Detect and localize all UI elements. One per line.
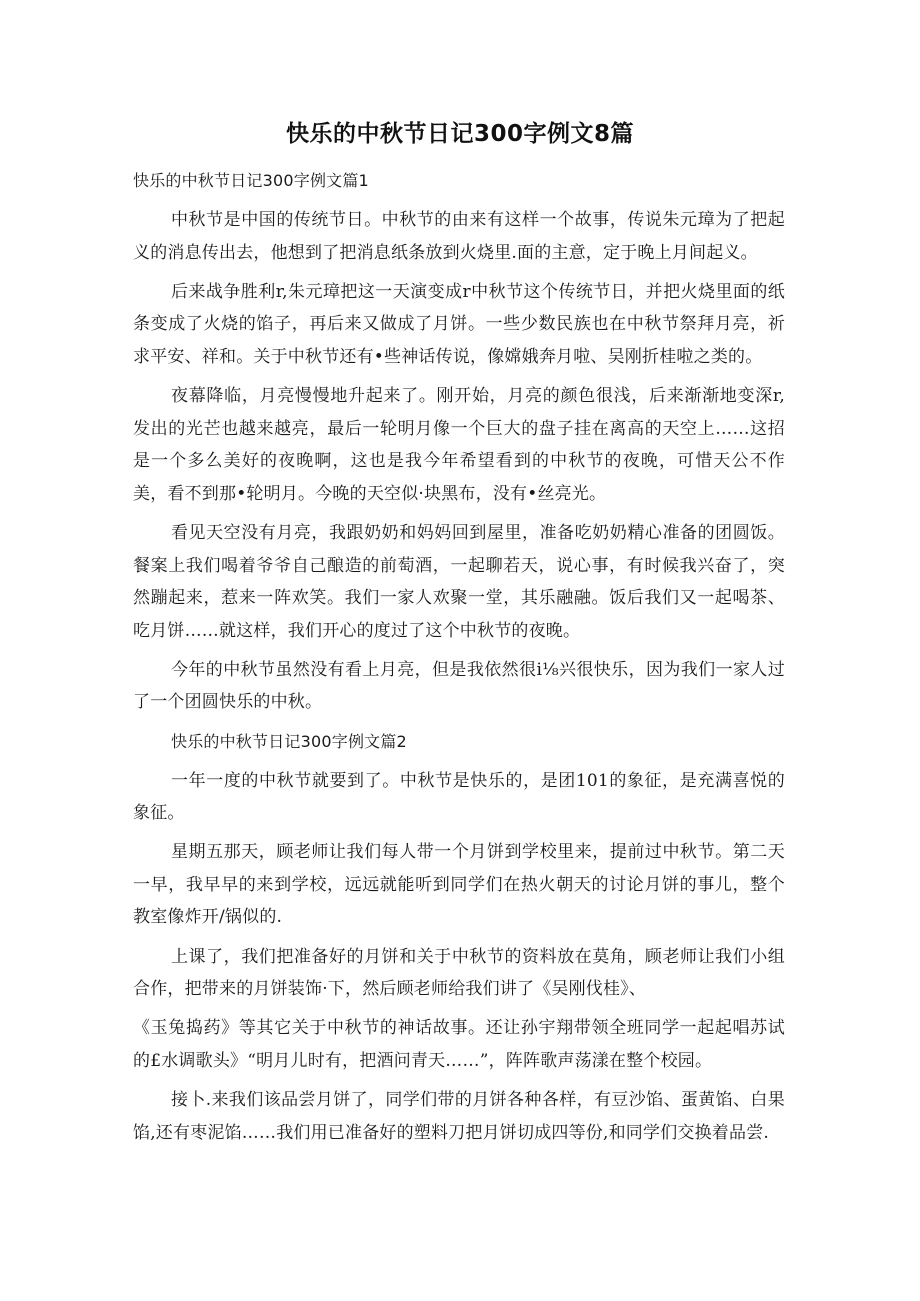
- paragraph: 中秋节是中国的传统节日。中秋节的由来有这样一个故事，传说朱元璋为了把起义的消息传出去，他想到了把消息纸条放到火烧里.面的主意，定于晚上月间起义。: [133, 210, 785, 263]
- paragraph: 看见天空没有月亮，我跟奶奶和妈妈回到屋里，准备吃奶奶精心准备的团圆饭。餐案上我们喝着爷爷自己酿造的前萄酒，一起聊若天，说心事，有时候我兴奋了，突然蹦起来，惹来一阵欢笑。我们一家人欢聚一堂，其乐融融。饭后我们又一起喝茶、吃月饼……就这样，我们开心的度过了这个中秋节的夜晚。: [133, 522, 785, 641]
- section-heading: 快乐的中秋节日记300字例文篇2: [171, 731, 407, 751]
- paragraph: 夜幕降临，月亮慢慢地升起来了。刚开始，月亮的颜色很浅，后来渐渐地变深r,发出的光芒也越来越亮，最后一轮明月像一个巨大的盘子挂在离高的天空上……这招是一个多么美好的夜晚啊，这也是我今年希望看到的中秋节的夜晚，可惜天公不作美，看不到那•轮明月。今晚的天空似·块黑布，没有•丝亮光。: [133, 386, 785, 504]
- paragraph: 今年的中秋节虽然没有看上月亮，但是我依然很i⅛兴很快乐，因为我们一家人过了一个团圆快乐的中秋。: [133, 659, 785, 713]
- document-body: [133, 165, 785, 1156]
- paragraph: 《玉兔捣药》等其它关于中秋节的神话故事。还让孙宇翔带领全班同学一起起唱苏试的£水调歌头》“明月儿时有，把酒问青天……”，阵阵歌声荡漾在整个校园。: [133, 1018, 785, 1071]
- paragraph: 后来战争胜利r,朱元璋把这一天演变成r中秋节这个传统节日，并把火烧里面的纸条变成了火烧的馅子，再后来又做成了月饼。一些少数民族也在中秋节祭拜月亮，祈求平安、祥和。关于中秋节还有•些神话传说，像嫦娥奔月啦、吴刚折桂啦之类的。: [133, 281, 785, 367]
- paragraph: 上课了，我们把准备好的月饼和关于中秋节的资料放在莫角，顾老师让我们小组合作，把带来的月饼装饰·下，然后顾老师给我们讲了《吴刚伐桂》、: [133, 946, 785, 1000]
- paragraph: 接卜.来我们该品尝月饼了，同学们带的月饼各种各样，有豆沙馅、蛋黄馅、白果馅,还有枣泥馅……我们用已准备好的塑料刀把月饼切成四等份,和同学们交换着品尝.: [133, 1089, 785, 1143]
- document-title: 快乐的中秋节日记300字例文8篇: [285, 121, 634, 147]
- paragraph: 一年一度的中秋节就要到了。中秋节是快乐的，是团101的象征，是充满喜悦的象征。: [133, 770, 785, 824]
- paragraph: 星期五那天，顾老师让我们每人带一个月饼到学校里来，提前过中秋节。第二天一早，我早早的来到学校，远远就能听到同学们在热火朝天的讨论月饼的事儿，整个教室像炸开/锅似的.: [133, 842, 785, 928]
- section-heading: 快乐的中秋节日记300字例文篇1: [133, 171, 369, 190]
